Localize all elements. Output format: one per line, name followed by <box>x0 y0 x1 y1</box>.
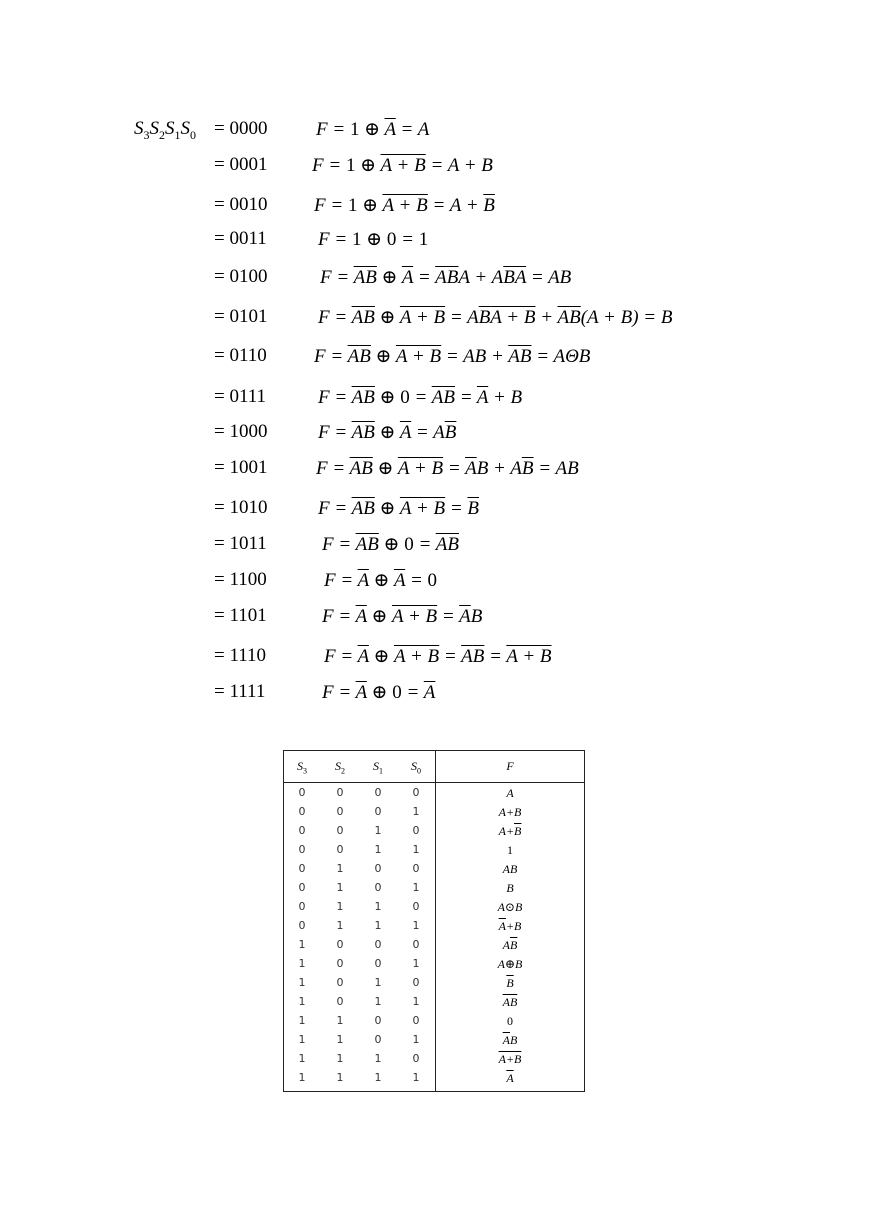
function-expression: $F = \overline{AB}$ ⊕ $0 = \overline{AB}$ <box>322 534 459 555</box>
table-row <box>284 881 584 900</box>
select-bit-cell: 1 <box>412 1033 420 1046</box>
select-bit-cell: 0 <box>374 862 382 875</box>
select-code: = 0001 <box>214 154 268 175</box>
select-bit-cell: 1 <box>412 805 420 818</box>
function-cell: $\overline{B}$ <box>506 976 514 990</box>
select-bit-cell: 1 <box>374 1071 382 1084</box>
select-bit-cell: 1 <box>298 957 306 970</box>
select-bit-cell: 1 <box>336 900 344 913</box>
select-bit-cell: 1 <box>298 1071 306 1084</box>
select-bit-cell: 0 <box>298 881 306 894</box>
table-row <box>284 957 584 976</box>
equation-row <box>0 569 869 603</box>
select-bit-cell: 1 <box>412 881 420 894</box>
equation-row <box>0 681 869 715</box>
select-bit-cell: 0 <box>412 1014 420 1027</box>
select-bit-cell: 0 <box>412 938 420 951</box>
function-expression: F = 1 ⊕ A + B = A + B <box>312 155 493 176</box>
select-code: = 0000 <box>214 118 268 139</box>
select-code: = 0100 <box>214 266 268 287</box>
equation-row <box>0 118 869 152</box>
select-bit-cell: 1 <box>374 919 382 932</box>
select-bit-cell: 1 <box>336 1071 344 1084</box>
select-bit-cell: 1 <box>374 1052 382 1065</box>
table-row <box>284 938 584 957</box>
table-row <box>284 995 584 1014</box>
select-code: = 0101 <box>214 306 268 327</box>
function-expression: F = AB ⊕ $A + B = A\overline{B}A + B + AB(A + B) = B$ <box>318 307 673 328</box>
select-bit-cell: 1 <box>336 862 344 875</box>
select-bit-cell: 0 <box>336 995 344 1008</box>
select-bit-cell: 1 <box>412 919 420 932</box>
select-bit-cell: 0 <box>336 805 344 818</box>
select-bit-cell: 0 <box>298 786 306 799</box>
select-code: = 1101 <box>214 605 267 626</box>
header-s1: $S_1$ <box>373 759 383 776</box>
select-bit-cell: 1 <box>298 1052 306 1065</box>
select-code: = 1011 <box>214 533 267 554</box>
select-bit-cell: 0 <box>336 938 344 951</box>
equation-row <box>0 497 869 531</box>
function-cell: A⊙B <box>497 900 523 914</box>
table-row <box>284 976 584 995</box>
select-bit-cell: 0 <box>336 786 344 799</box>
select-code: = 1110 <box>214 645 267 666</box>
table-header <box>284 751 584 783</box>
equation-row <box>0 154 869 188</box>
equation-row <box>0 645 869 679</box>
function-expression: $F = \overline{AB}$ ⊕ $A + B = \overline{A}B + A\overline{B}$ = AB <box>316 458 579 479</box>
select-bit-cell: 1 <box>412 957 420 970</box>
equation-row <box>0 194 869 228</box>
function-expression: $F = \overline{A}$ ⊕ $0 = \overline{A}$ <box>322 682 436 703</box>
function-cell: B <box>506 881 514 895</box>
select-bit-cell: 0 <box>298 824 306 837</box>
select-bit-cell: 0 <box>374 881 382 894</box>
header-s2: $S_2$ <box>335 759 345 776</box>
function-cell: $\overline{AB}$ <box>502 995 518 1009</box>
select-bit-cell: 1 <box>412 995 420 1008</box>
select-bit-cell: 0 <box>336 824 344 837</box>
select-code: = 1001 <box>214 457 268 478</box>
function-cell: A⊕B <box>497 957 523 971</box>
equation-row <box>0 386 869 420</box>
select-bit-cell: 1 <box>374 843 382 856</box>
function-cell: $A\overline{B}$ <box>502 938 518 952</box>
function-cell: $\overline{A}B$ <box>502 1033 518 1047</box>
function-expression: F = 1 ⊕ $A + B = A + \overline{B}$ <box>314 195 495 216</box>
table-row <box>284 805 584 824</box>
select-bit-cell: 0 <box>412 824 420 837</box>
function-cell: 0 <box>507 1014 513 1028</box>
function-expression: $F = \overline{AB}$ ⊕ $\overline{A} = A\overline{B}$ <box>318 422 457 443</box>
equation-row <box>0 345 869 379</box>
function-expression: $F = \overline{A}$ ⊕ $A + B = \overline{A}\overline{B} = A + B$ <box>324 646 552 667</box>
select-bit-cell: 1 <box>298 1033 306 1046</box>
select-variables: $S_3S_2S_1S_0$ <box>134 118 196 142</box>
select-bit-cell: 0 <box>412 862 420 875</box>
select-bit-cell: 1 <box>336 1014 344 1027</box>
function-cell: $\overline{A}+B$ <box>498 919 522 933</box>
select-code: = 1111 <box>214 681 266 702</box>
equation-row <box>0 306 869 340</box>
header-f: F <box>506 759 514 773</box>
function-expression: $F = \overline{A}$ ⊕ $\overline{A} = 0$ <box>324 570 438 591</box>
select-bit-cell: 1 <box>374 900 382 913</box>
function-cell: A+B <box>498 1052 522 1066</box>
select-bit-cell: 0 <box>374 957 382 970</box>
table-row <box>284 1014 584 1033</box>
function-cell: A <box>506 786 514 800</box>
select-bit-cell: 1 <box>298 938 306 951</box>
function-expression: F = AB ⊕ A + B = AB + $\overline{AB} = A\Theta B$ <box>314 346 591 367</box>
table-row <box>284 862 584 881</box>
select-bit-cell: 1 <box>298 976 306 989</box>
select-bit-cell: 1 <box>336 1033 344 1046</box>
select-bit-cell: 0 <box>374 786 382 799</box>
select-bit-cell: 0 <box>298 919 306 932</box>
function-cell: A+B <box>498 805 522 819</box>
table-row <box>284 786 584 805</box>
select-bit-cell: 0 <box>412 976 420 989</box>
select-bit-cell: 1 <box>298 995 306 1008</box>
table-row <box>284 1033 584 1052</box>
select-bit-cell: 0 <box>336 957 344 970</box>
function-expression: $F = \overline{AB}$ ⊕ $A + B = \overline{B}$ <box>318 498 480 519</box>
select-bit-cell: 1 <box>374 995 382 1008</box>
equation-row <box>0 533 869 567</box>
function-cell: $\overline{A}$ <box>506 1071 514 1085</box>
select-code: = 0111 <box>214 386 267 407</box>
select-code: = 1100 <box>214 569 267 590</box>
table-row <box>284 1071 584 1090</box>
select-bit-cell: 0 <box>374 805 382 818</box>
equation-row <box>0 421 869 455</box>
select-bit-cell: 0 <box>412 900 420 913</box>
select-bit-cell: 0 <box>374 1033 382 1046</box>
select-bit-cell: 0 <box>336 976 344 989</box>
function-expression: $F = \overline{A}$ ⊕ $A + B = \overline{A}B$ <box>322 606 483 627</box>
select-bit-cell: 1 <box>336 1052 344 1065</box>
select-code: = 1000 <box>214 421 268 442</box>
equation-row <box>0 457 869 491</box>
function-cell: 1 <box>507 843 513 857</box>
select-bit-cell: 0 <box>298 805 306 818</box>
function-expression: F = 1 ⊕ 0 = 1 <box>318 229 429 250</box>
truth-table <box>283 750 585 1092</box>
select-bit-cell: 0 <box>412 786 420 799</box>
select-bit-cell: 1 <box>336 881 344 894</box>
header-s0: $S_0$ <box>411 759 421 776</box>
function-expression: F = AB ⊕ 0 = AB = $\overline{A} + B$ <box>318 387 523 408</box>
select-bit-cell: 1 <box>336 919 344 932</box>
table-row <box>284 919 584 938</box>
equation-row <box>0 605 869 639</box>
select-bit-cell: 1 <box>374 976 382 989</box>
select-bit-cell: 1 <box>298 1014 306 1027</box>
select-bit-cell: 0 <box>374 938 382 951</box>
function-expression: F = AB ⊕ $\overline{A}$ = ABA + $A\overline{BA}$ = AB <box>320 267 572 288</box>
select-bit-cell: 1 <box>374 824 382 837</box>
table-row <box>284 843 584 862</box>
select-bit-cell: 0 <box>412 1052 420 1065</box>
equation-row <box>0 228 869 262</box>
equation-row <box>0 266 869 300</box>
table-row <box>284 900 584 919</box>
header-s3: $S_3$ <box>297 759 307 776</box>
select-bit-cell: 1 <box>412 843 420 856</box>
table-row <box>284 1052 584 1071</box>
select-bit-cell: 0 <box>336 843 344 856</box>
select-code: = 0010 <box>214 194 268 215</box>
select-bit-cell: 0 <box>298 862 306 875</box>
select-bit-cell: 0 <box>298 843 306 856</box>
function-expression: F = 1 ⊕ $\overline{A} = A$ <box>316 119 430 140</box>
function-cell: AB <box>502 862 518 876</box>
select-code: = 1010 <box>214 497 268 518</box>
select-bit-cell: 0 <box>374 1014 382 1027</box>
select-code: = 0110 <box>214 345 267 366</box>
select-bit-cell: 0 <box>298 900 306 913</box>
select-bit-cell: 1 <box>412 1071 420 1084</box>
select-code: = 0011 <box>214 228 267 249</box>
function-cell: $A+\overline{B}$ <box>498 824 522 838</box>
table-row <box>284 824 584 843</box>
